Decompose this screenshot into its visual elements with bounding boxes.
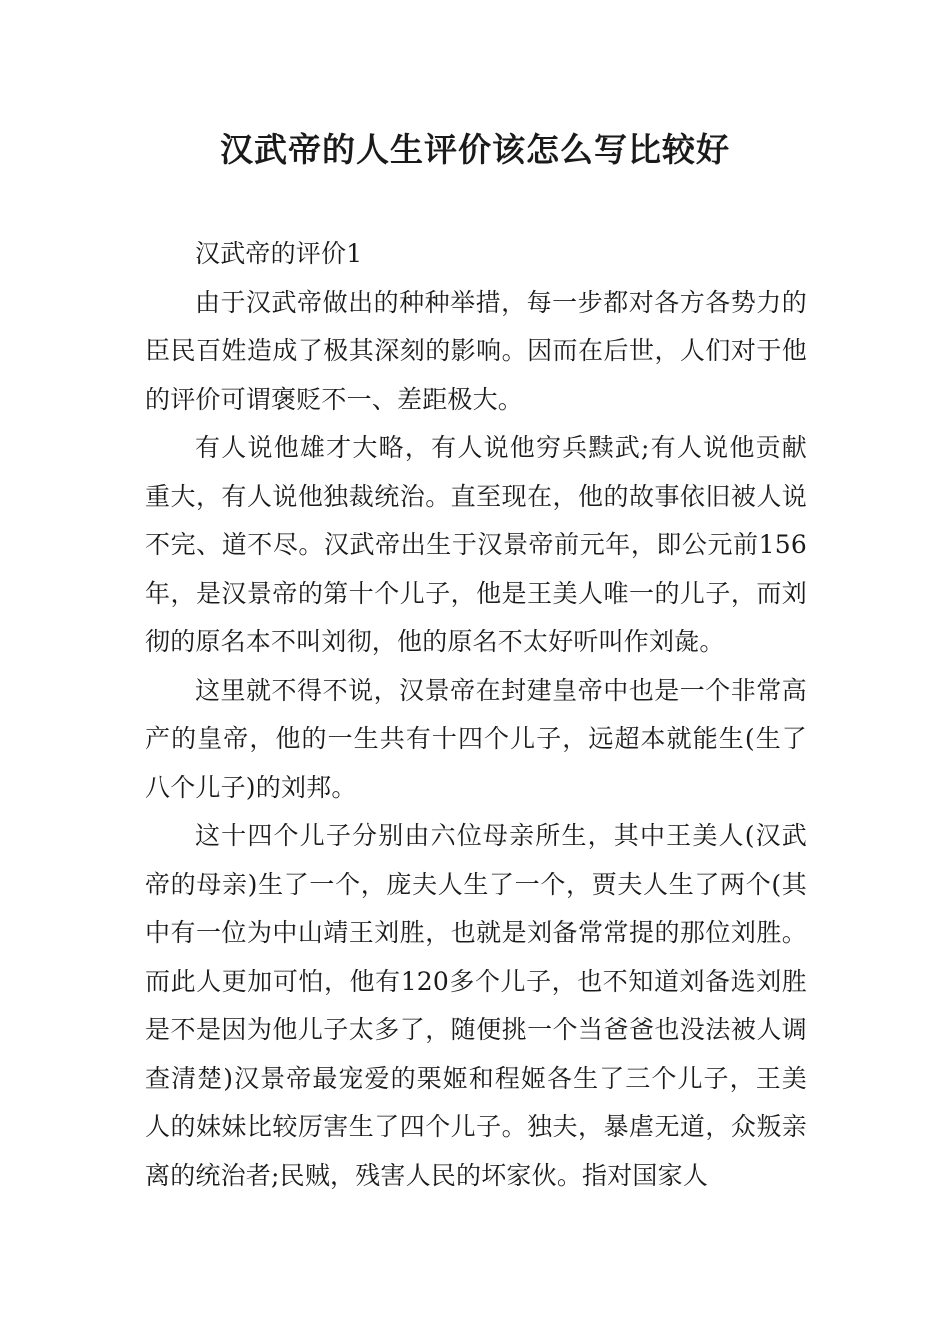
- paragraph: 这十四个儿子分别由六位母亲所生，其中王美人(汉武帝的母亲)生了一个，庞夫人生了一个，贾夫人生了两个(其中有一位为中山靖王刘胜，也就是刘备常常提的那位刘胜。而此人更加可怕，他有120多个儿子，也不知道刘备选刘胜是不是因为他儿子太多了，随便挑一个当爸爸也没法被人调查清楚)汉景帝最宠爱的栗姬和程姬各生了三个儿子，王美人的妹妹比较厉害生了四个儿子。独夫，暴虐无道，众叛亲离的统治者;民贼，残害人民的坏家伙。指对国家人: [145, 821, 807, 1190]
- document-title: 汉武帝的人生评价该怎么写比较好: [220, 130, 730, 169]
- paragraph: 这里就不得不说，汉景帝在封建皇帝中也是一个非常高产的皇帝，他的一生共有十四个儿子，远超本就能生(生了八个儿子)的刘邦。: [145, 675, 807, 802]
- section-heading: 汉武帝的评价1: [195, 239, 363, 268]
- paragraph: 由于汉武帝做出的种种举措，每一步都对各方各势力的臣民百姓造成了极其深刻的影响。因而在后世，人们对于他的评价可谓褒贬不一、差距极大。: [145, 287, 807, 414]
- document-body: [145, 230, 807, 1200]
- paragraph: 有人说他雄才大略，有人说他穷兵黩武;有人说他贡献重大，有人说他独裁统治。直至现在，他的故事依旧被人说不完、道不尽。汉武帝出生于汉景帝前元年，即公元前156年，是汉景帝的第十个儿子，他是王美人唯一的儿子，而刘彻的原名本不叫刘彻，他的原名不太好听叫作刘彘。: [145, 433, 807, 656]
